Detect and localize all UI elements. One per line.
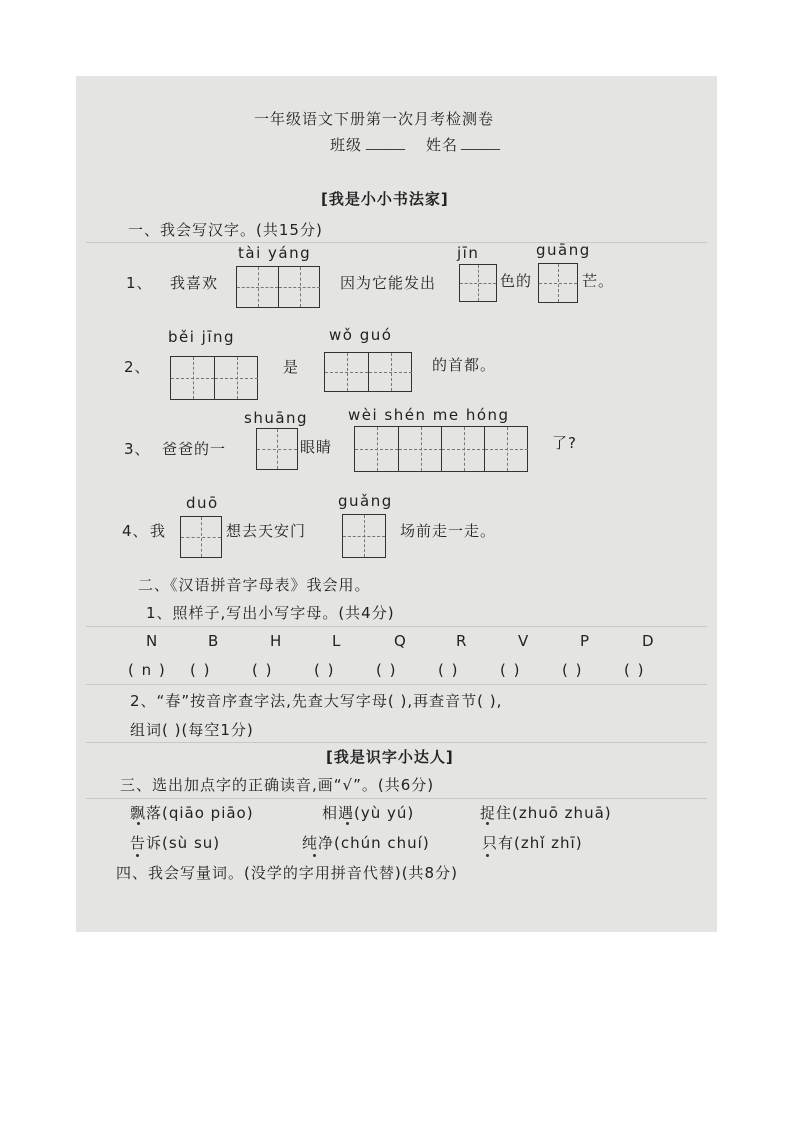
answer-paren: ( ): [314, 661, 335, 679]
writing-grid-1[interactable]: [459, 264, 497, 302]
item-text: 我: [150, 522, 167, 540]
pinyin-guang: guāng: [536, 241, 591, 259]
writing-grid-1[interactable]: [538, 263, 578, 303]
item-number: 4、: [122, 522, 149, 540]
item-text: 是: [283, 358, 300, 376]
letter: H: [270, 632, 283, 650]
writing-grid-2[interactable]: [236, 266, 320, 308]
writing-grid-4[interactable]: [354, 426, 528, 472]
emphasis-dot: [346, 822, 349, 825]
pinyin-guang3: guǎng: [338, 492, 393, 510]
pinyin-beijing: běi jīng: [168, 328, 236, 346]
writing-grid-2[interactable]: [170, 356, 258, 400]
item-text: 眼睛: [300, 438, 333, 456]
item-text: 想去天安门: [226, 522, 307, 540]
letter: V: [518, 632, 530, 650]
writing-grid-1[interactable]: [256, 428, 298, 470]
reading-choice[interactable]: 捉住(zhuō zhuā): [480, 804, 612, 822]
item-text: 我喜欢: [170, 274, 219, 292]
emphasis-dot: [486, 822, 489, 825]
section-heading-calligraphy: [我是小小书法家]: [321, 190, 449, 208]
reading-choice[interactable]: 纯净(chún chuí): [302, 834, 430, 852]
pinyin-shuang: shuāng: [244, 409, 309, 427]
item-text: 了?: [552, 434, 577, 452]
bleed-through-text: [84, 116, 88, 132]
q2-1-title: 1、照样子,写出小写字母。(共4分): [146, 604, 395, 622]
item-number: 2、: [124, 358, 151, 376]
letter: N: [146, 632, 159, 650]
reading-choice[interactable]: 告诉(sù su): [130, 834, 221, 852]
answer-paren: ( ): [376, 661, 397, 679]
pinyin-weishenmehong: wèi shén me hóng: [348, 406, 510, 424]
item-text: 爸爸的一: [162, 440, 227, 458]
answer-paren: ( ): [624, 661, 645, 679]
emphasis-dot: [313, 854, 316, 857]
reading-choice[interactable]: 飘落(qiāo piāo): [130, 804, 254, 822]
answer-paren: ( ): [500, 661, 521, 679]
ruled-line: [86, 684, 707, 685]
pinyin-woguo: wǒ guó: [329, 326, 393, 344]
lowercase-answer-row[interactable]: [128, 661, 686, 679]
q4-title: 四、我会写量词。(没学的字用拼音代替)(共8分): [116, 864, 458, 882]
item-number: 3、: [124, 440, 151, 458]
q3-title: 三、选出加点字的正确读音,画“√”。(共6分): [120, 776, 435, 794]
writing-grid-1[interactable]: [342, 514, 386, 558]
answer-paren: ( ): [252, 661, 273, 679]
item-text: 因为它能发出: [340, 274, 437, 292]
ruled-line: [86, 242, 707, 243]
emphasis-dot: [137, 822, 140, 825]
item-number: 1、: [126, 274, 153, 292]
answer-paren: ( ): [438, 661, 459, 679]
letter: R: [456, 632, 468, 650]
example-answer: ( n ): [128, 661, 167, 679]
q2-2-line1[interactable]: 2、“春”按音序查字法,先查大写字母( ),再查音节( ),: [130, 692, 503, 710]
answer-paren: ( ): [562, 661, 583, 679]
name-blank[interactable]: ______: [461, 136, 500, 151]
q2-title: 二、《汉语拼音字母表》我会用。: [138, 576, 371, 594]
item-text: 色的: [500, 272, 533, 290]
letter: B: [208, 632, 220, 650]
q1-title: 一、我会写汉字。(共15分): [128, 221, 323, 239]
pinyin-taiyang: tài yáng: [238, 244, 312, 262]
answer-paren: ( ): [190, 661, 211, 679]
writing-grid-2[interactable]: [324, 352, 412, 392]
item-text: 的首都。: [432, 356, 497, 374]
ruled-line: [86, 798, 707, 799]
item-text: 场前走一走。: [400, 522, 497, 540]
pinyin-jin: jīn: [457, 244, 480, 262]
letter: L: [332, 632, 342, 650]
writing-grid-1[interactable]: [180, 516, 222, 558]
reading-choice[interactable]: 相遇(yù yú): [322, 804, 415, 822]
letter: P: [580, 632, 591, 650]
ruled-line: [86, 742, 707, 743]
emphasis-dot: [136, 854, 139, 857]
page-title: 一年级语文下册第一次月考检测卷: [254, 110, 495, 128]
exam-paper-photo: [76, 76, 717, 932]
section-heading-literacy: [我是识字小达人]: [326, 748, 454, 766]
pinyin-duo: duō: [186, 494, 219, 512]
letter: Q: [394, 632, 408, 650]
q2-2-line2[interactable]: 组词( )(每空1分): [130, 721, 254, 739]
item-text: 芒。: [582, 272, 615, 290]
emphasis-dot: [486, 854, 489, 857]
class-label: 班级: [330, 136, 363, 154]
letter: D: [642, 632, 656, 650]
uppercase-letters: [146, 632, 704, 650]
name-label: 姓名: [426, 136, 459, 154]
class-blank[interactable]: ______: [366, 136, 405, 151]
ruled-line: [86, 626, 707, 627]
reading-choice[interactable]: 只有(zhǐ zhī): [482, 834, 583, 852]
